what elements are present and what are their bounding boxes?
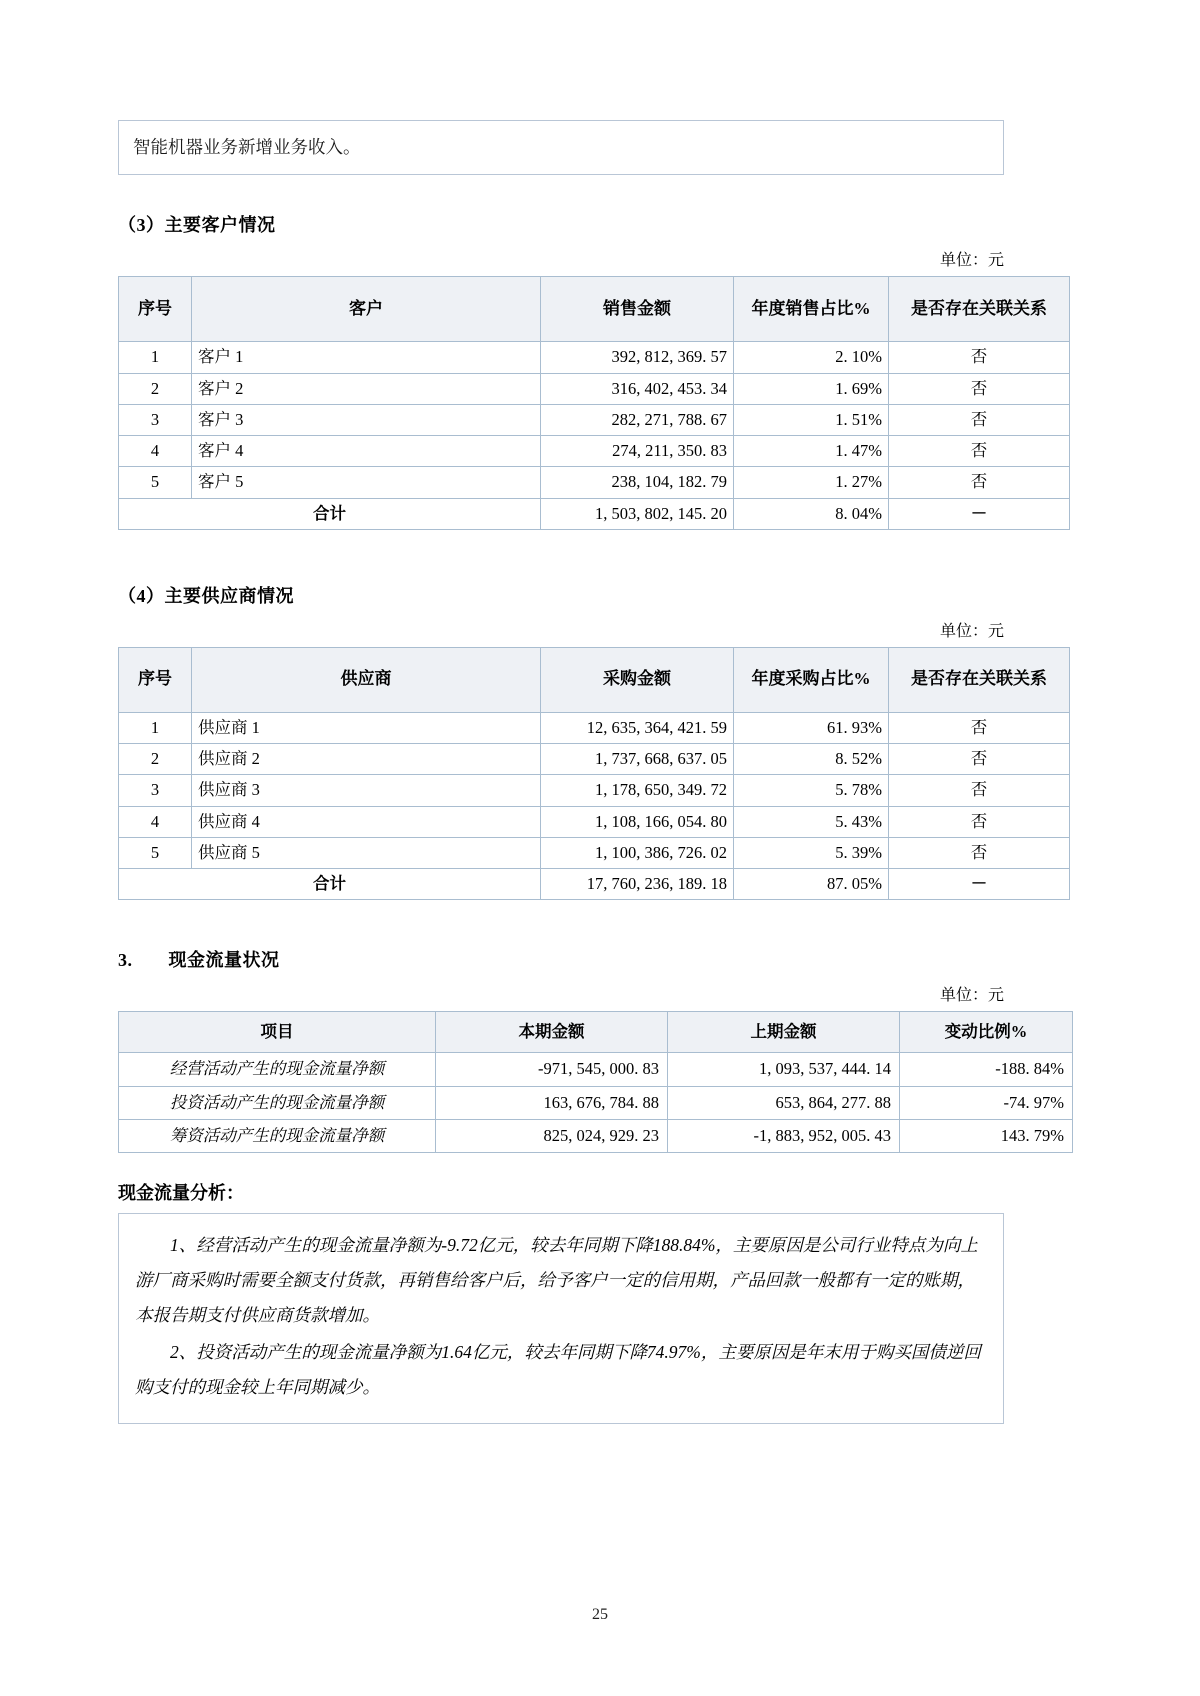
header-customer: 客户: [192, 277, 541, 342]
analysis-paragraph: 2、投资活动产生的现金流量净额为1.64亿元，较去年同期下降74.97%，主要原因是年末用于购买国债逆回购支付的现金较上年同期减少。: [135, 1342, 981, 1398]
cell-index: 5: [119, 837, 192, 868]
table-row: [119, 1119, 1073, 1152]
cell-index: 4: [119, 436, 192, 467]
cashflow-heading-text: 现金流量状况: [168, 950, 280, 971]
table-total-row: [119, 869, 1070, 900]
cell-supplier: 供应商 2: [192, 744, 541, 775]
cell-current: 825, 024, 929. 23: [436, 1119, 668, 1152]
header-previous-amount: 上期金额: [668, 1012, 900, 1053]
cell-current: 163, 676, 784. 88: [436, 1086, 668, 1119]
cell-index: 1: [119, 712, 192, 743]
cell-pct: 1. 27%: [734, 467, 889, 498]
table-header-row: [119, 277, 1070, 342]
cashflow-section-heading: [118, 946, 1090, 972]
cell-pct: 5. 43%: [734, 806, 889, 837]
table-header-row: [119, 1012, 1073, 1053]
analysis-box: [118, 1213, 1004, 1424]
cell-customer: 客户 5: [192, 467, 541, 498]
cell-pct: 8. 52%: [734, 744, 889, 775]
cell-amount: 1, 100, 386, 726. 02: [541, 837, 734, 868]
cell-customer: 客户 1: [192, 342, 541, 373]
cell-amount: 1, 108, 166, 054. 80: [541, 806, 734, 837]
cell-amount: 12, 635, 364, 421. 59: [541, 712, 734, 743]
cell-amount: 274, 211, 350. 83: [541, 436, 734, 467]
cell-related: 否: [889, 436, 1070, 467]
cell-pct: 2. 10%: [734, 342, 889, 373]
continued-paragraph-box: [118, 120, 1004, 175]
cell-amount: 1, 178, 650, 349. 72: [541, 775, 734, 806]
cell-customer: 客户 4: [192, 436, 541, 467]
table-row: [119, 712, 1070, 743]
cell-previous: 653, 864, 277. 88: [668, 1086, 900, 1119]
header-related-party: 是否存在关联关系: [889, 647, 1070, 712]
header-current-amount: 本期金额: [436, 1012, 668, 1053]
cell-related: 否: [889, 712, 1070, 743]
cell-amount: 1, 737, 668, 637. 05: [541, 744, 734, 775]
cell-pct: 1. 47%: [734, 436, 889, 467]
header-purchase-pct: 年度采购占比%: [734, 647, 889, 712]
cell-related: 否: [889, 775, 1070, 806]
cell-amount: 392, 812, 369. 57: [541, 342, 734, 373]
cell-related: 否: [889, 837, 1070, 868]
customers-unit-label: 单位：元: [939, 252, 1004, 270]
cell-customer: 客户 3: [192, 404, 541, 435]
header-supplier: 供应商: [192, 647, 541, 712]
cell-related: 否: [889, 467, 1070, 498]
analysis-title: 现金流量分析：: [118, 1183, 244, 1204]
analysis-paragraph: 1、经营活动产生的现金流量净额为-9.72亿元，较去年同期下降188.84%，主要原因是公司行业特点为向上游厂商采购时需要全额支付货款，再销售给客户后，给予客户一定的信用期，产品回款一般都有一定的账期，本报告期支付供应商货款增加。: [135, 1235, 978, 1326]
cashflow-table: [118, 1011, 1073, 1153]
cell-total-related: －: [889, 498, 1070, 529]
suppliers-unit-label: 单位：元: [939, 622, 1004, 640]
header-sales-amount: 销售金额: [541, 277, 734, 342]
page-number: 25: [592, 1606, 608, 1623]
table-row: [119, 806, 1070, 837]
cell-total-label: 合计: [119, 869, 541, 900]
table-row: [119, 342, 1070, 373]
customers-table: [118, 276, 1070, 530]
customers-section-heading: （3）主要客户情况: [118, 215, 276, 236]
table-row: [119, 744, 1070, 775]
cell-index: 2: [119, 373, 192, 404]
cell-index: 2: [119, 744, 192, 775]
suppliers-table: [118, 647, 1070, 901]
cell-related: 否: [889, 404, 1070, 435]
table-row: [119, 837, 1070, 868]
cell-pct: 5. 78%: [734, 775, 889, 806]
cell-amount: 238, 104, 182. 79: [541, 467, 734, 498]
cell-pct: 61. 93%: [734, 712, 889, 743]
header-sales-pct: 年度销售占比%: [734, 277, 889, 342]
table-row: [119, 1053, 1073, 1086]
cell-index: 1: [119, 342, 192, 373]
cell-index: 3: [119, 404, 192, 435]
cell-supplier: 供应商 3: [192, 775, 541, 806]
table-row: [119, 1086, 1073, 1119]
cell-item: 经营活动产生的现金流量净额: [119, 1053, 436, 1086]
cell-related: 否: [889, 806, 1070, 837]
cell-change: 143. 79%: [900, 1119, 1073, 1152]
cell-total-amount: 1, 503, 802, 145. 20: [541, 498, 734, 529]
cell-customer: 客户 2: [192, 373, 541, 404]
cell-item: 投资活动产生的现金流量净额: [119, 1086, 436, 1119]
cell-total-related: －: [889, 869, 1070, 900]
cell-amount: 282, 271, 788. 67: [541, 404, 734, 435]
cell-pct: 1. 69%: [734, 373, 889, 404]
cell-supplier: 供应商 5: [192, 837, 541, 868]
cell-previous: -1, 883, 952, 005. 43: [668, 1119, 900, 1152]
cell-amount: 316, 402, 453. 34: [541, 373, 734, 404]
header-related-party: 是否存在关联关系: [889, 277, 1070, 342]
cell-related: 否: [889, 342, 1070, 373]
cell-total-amount: 17, 760, 236, 189. 18: [541, 869, 734, 900]
suppliers-section-heading: （4）主要供应商情况: [118, 585, 294, 606]
table-row: [119, 467, 1070, 498]
table-row: [119, 373, 1070, 404]
header-change-pct: 变动比例%: [900, 1012, 1073, 1053]
cell-total-label: 合计: [119, 498, 541, 529]
cell-total-pct: 87. 05%: [734, 869, 889, 900]
cell-item: 筹资活动产生的现金流量净额: [119, 1119, 436, 1152]
table-header-row: [119, 647, 1070, 712]
continued-paragraph-text: 智能机器业务新增业务收入。: [133, 137, 361, 157]
header-purchase-amount: 采购金额: [541, 647, 734, 712]
table-row: [119, 775, 1070, 806]
cell-index: 5: [119, 467, 192, 498]
cashflow-unit-label: 单位：元: [939, 987, 1004, 1005]
header-index: 序号: [119, 647, 192, 712]
cell-change: -188. 84%: [900, 1053, 1073, 1086]
table-row: [119, 404, 1070, 435]
cell-total-pct: 8. 04%: [734, 498, 889, 529]
header-item: 项目: [119, 1012, 436, 1053]
cell-pct: 1. 51%: [734, 404, 889, 435]
cell-current: -971, 545, 000. 83: [436, 1053, 668, 1086]
header-index: 序号: [119, 277, 192, 342]
cell-pct: 5. 39%: [734, 837, 889, 868]
cashflow-heading-number: 3.: [118, 950, 133, 971]
cell-supplier: 供应商 4: [192, 806, 541, 837]
cell-index: 4: [119, 806, 192, 837]
cell-change: -74. 97%: [900, 1086, 1073, 1119]
cell-previous: 1, 093, 537, 444. 14: [668, 1053, 900, 1086]
cell-supplier: 供应商 1: [192, 712, 541, 743]
table-row: [119, 436, 1070, 467]
cell-related: 否: [889, 744, 1070, 775]
table-total-row: [119, 498, 1070, 529]
cell-related: 否: [889, 373, 1070, 404]
cell-index: 3: [119, 775, 192, 806]
